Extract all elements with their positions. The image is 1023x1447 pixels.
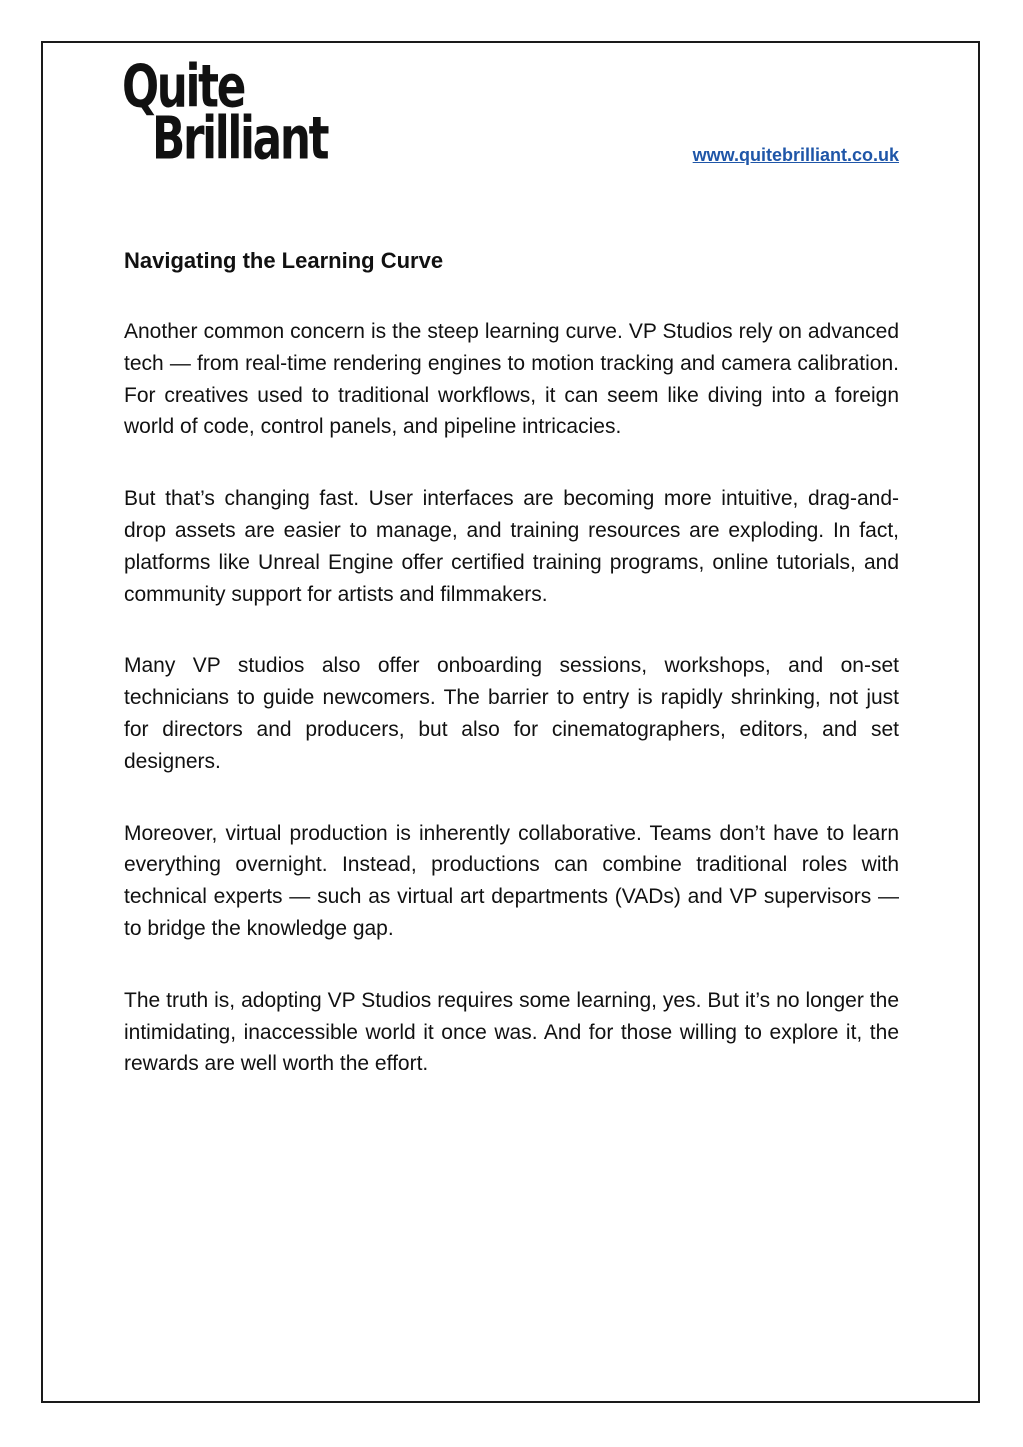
paragraph: The truth is, adopting VP Studios requires some learning, yes. But it’s no longer the intimidating, inaccessible world it once was. And for those willing to explore it, the rewards are well worth the effort. (124, 988, 899, 1076)
logo-text-line2: Brilliant (152, 104, 328, 173)
quite-brilliant-logo (122, 52, 372, 173)
paragraph: Another common concern is the steep learning curve. VP Studios rely on advanced tech — from real-time rendering engines to motion tracking and camera calibration. For creatives used to traditional workflows, it can seem like diving into a foreign world of code, control panels, and pipeline intricacies. (124, 320, 899, 439)
paragraph: But that’s changing fast. User interfaces are becoming more intuitive, drag-and-drop assets are easier to manage, and training resources are exploding. In fact, platforms like Unreal Engine offer certified training programs, online tutorials, and community support for artists and filmmakers. (124, 487, 899, 606)
article-body (124, 246, 899, 1120)
paragraph: Many VP studios also offer onboarding sessions, workshops, and on-set technicians to guide newcomers. The barrier to entry is rapidly shrinking, not just for directors and producers, but also for cinematographers, editors, and set designers. (124, 654, 899, 773)
website-link[interactable]: www.quitebrilliant.co.uk (692, 145, 899, 165)
article-heading: Navigating the Learning Curve (124, 248, 444, 273)
paragraph: Moreover, virtual production is inherently collaborative. Teams don’t have to learn everything overnight. Instead, productions can combine traditional roles with technical experts — such as virtual art departments (VADs) and VP supervisors — to bridge the knowledge gap. (124, 821, 899, 940)
logo-text-line1: Quite (122, 52, 245, 121)
